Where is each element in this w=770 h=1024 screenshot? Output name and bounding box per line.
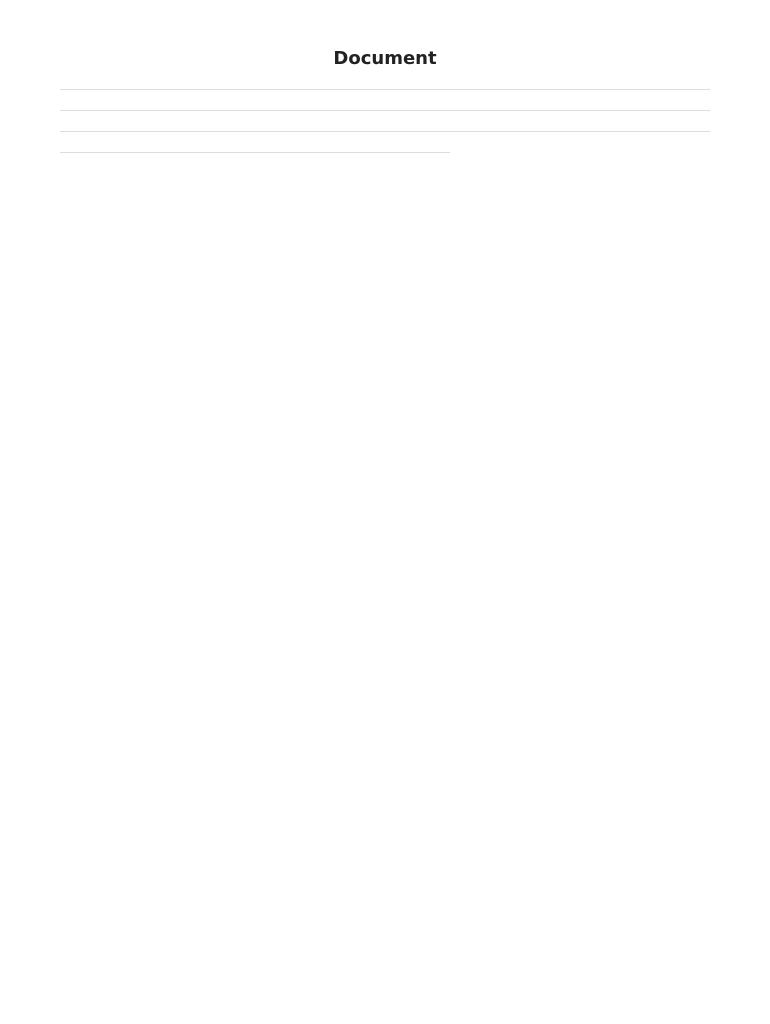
document-page [60, 48, 710, 163]
text-line [60, 100, 710, 111]
text-line [60, 121, 710, 132]
text-line [60, 79, 710, 90]
document-title: Document [333, 48, 437, 69]
text-line [60, 142, 450, 153]
